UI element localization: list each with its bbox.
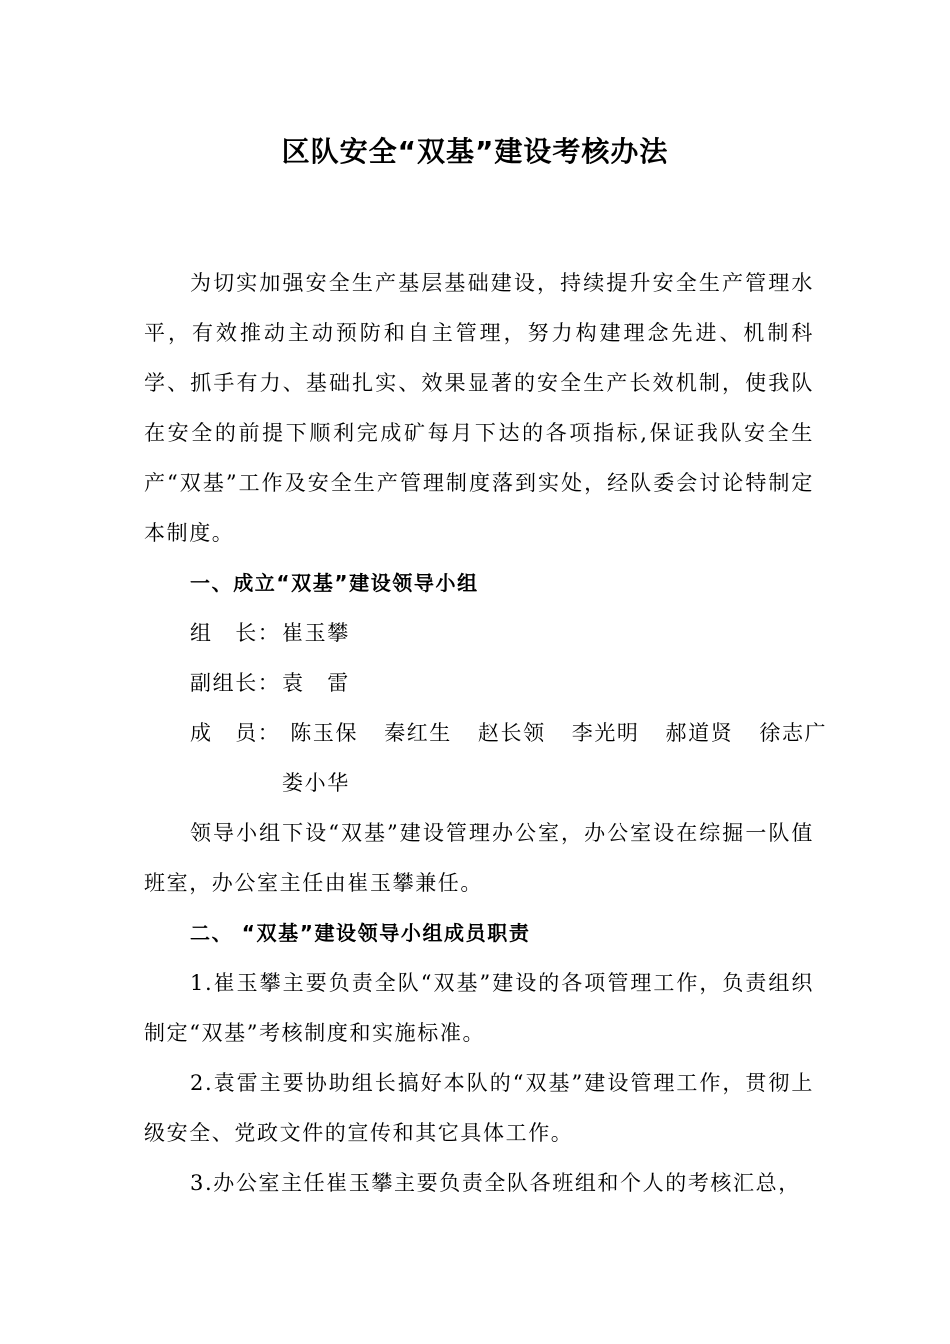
office-paragraph: 领导小组下设“双基”建设管理办公室，办公室设在综掘一队值班室，办公室主任由崔玉攀兼任。 — [144, 821, 814, 895]
member-name: 徐志广 — [759, 721, 828, 745]
deputy-line — [144, 658, 814, 708]
members-label: 成 员： — [190, 721, 281, 745]
duty-item-2: 2.袁雷主要协助组长搞好本队的“双基”建设管理工作，贯彻上级安全、党政文件的宣传和其它具体工作。 — [144, 1071, 814, 1145]
section2-heading: 二、 “双基”建设领导小组成员职责 — [190, 921, 531, 945]
document-title: 区队安全“双基”建设考核办法 — [281, 135, 669, 168]
leader-line — [144, 608, 814, 658]
member-name: 赵长领 — [477, 721, 546, 745]
deputy-name: 袁 雷 — [282, 671, 350, 695]
intro-paragraph: 为切实加强安全生产基层基础建设，持续提升安全生产管理水平，有效推动主动预防和自主管理，努力构建理念先进、机制科学、抓手有力、基础扎实、效果显著的安全生产长效机制，使我队在安全的前提下顺利完成矿每月下达的各项指标,保证我队安全生产“双基”工作及安全生产管理制度落到实处，经队委会讨论特制定本制度。 — [144, 271, 814, 545]
deputy-label: 副组长： — [190, 671, 281, 695]
member-name: 秦红生 — [384, 721, 452, 745]
leader-name: 崔玉攀 — [282, 621, 350, 645]
members-list — [282, 721, 827, 745]
members-line — [144, 708, 828, 758]
leader-label: 组 长： — [190, 621, 281, 645]
member-name: 陈玉保 — [290, 721, 359, 745]
document-body — [144, 258, 828, 1208]
members-continued: 娄小华 — [282, 771, 350, 795]
duty-item-1: 1.崔玉攀主要负责全队“双基”建设的各项管理工作，负责组织制定“双基”考核制度和实施标准。 — [144, 971, 814, 1045]
member-name: 李光明 — [571, 721, 640, 745]
member-name: 郝道贤 — [665, 721, 734, 745]
duty-item-3: 3.办公室主任崔玉攀主要负责全队各班组和个人的考核汇总， — [190, 1171, 801, 1195]
section1-heading: 一、成立“双基”建设领导小组 — [190, 571, 479, 595]
